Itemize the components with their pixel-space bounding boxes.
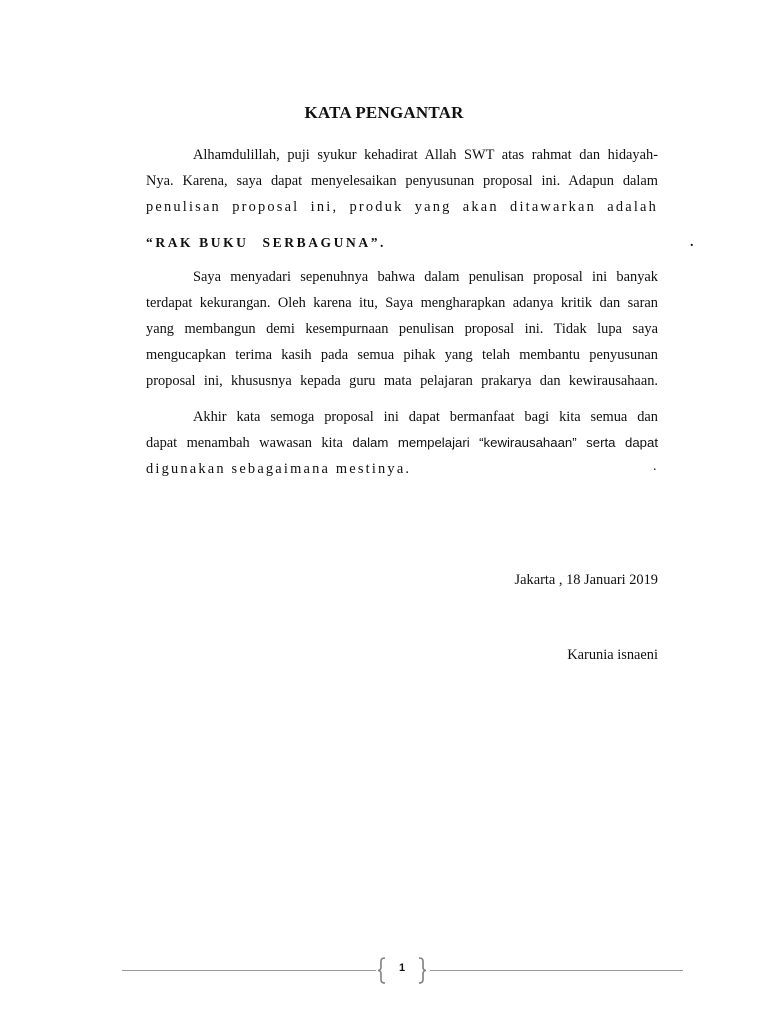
product-name-part-2: SERBAGUNA”. <box>262 235 387 250</box>
right-brace-icon <box>418 957 427 984</box>
footer-rule-left <box>122 970 376 971</box>
page-number: 1 <box>398 962 406 974</box>
product-name-part-1: “RAK BUKU <box>146 235 249 250</box>
paragraph-1-line-3: penulisan proposal ini, produk yang akan ditawarkan adalah <box>146 199 658 215</box>
author-name: Karunia isnaeni <box>567 647 658 663</box>
paragraph-3-line-1: Akhir kata semoga proposal ini dapat bermanfaat bagi kita semua dan <box>193 409 658 425</box>
place-date: Jakarta , 18 Januari 2019 <box>514 572 658 588</box>
paragraph-1-line-2: Nya. Karena, saya dapat menyelesaikan penyusunan proposal ini. Adapun dalam <box>146 173 658 189</box>
product-name <box>146 235 386 251</box>
paragraph-3-line-2 <box>146 434 658 452</box>
paragraph-2-line-2: terdapat kekurangan. Oleh karena itu, Saya mengharapkan adanya kritik dan saran <box>146 295 658 311</box>
paragraph-3-line-3: digunakan sebagaimana mestinya. <box>146 461 412 477</box>
paragraph-1-line-1: Alhamdulillah, puji syukur kehadirat Allah SWT atas rahmat dan hidayah- <box>193 147 658 163</box>
paragraph-2-line-4: mengucapkan terima kasih pada semua pihak yang telah membantu penyusunan <box>146 347 658 363</box>
footer-rule-right <box>430 970 683 971</box>
paragraph-2-line-3: yang membangun demi kesempurnaan penulisan proposal ini. Tidak lupa saya <box>146 321 658 337</box>
trailing-dot-2: . <box>653 459 657 474</box>
paragraph-2-line-5: proposal ini, khususnya kepada guru mata pelajaran prakarya dan kewirausahaan. <box>146 373 658 389</box>
paragraph-3-line-2b: dalam mempelajari “kewirausahaan” serta dapat <box>352 435 658 450</box>
paragraph-3-line-2a: dapat menambah wawasan kita <box>146 435 343 451</box>
left-brace-icon <box>377 957 386 984</box>
trailing-dot: . <box>690 235 694 250</box>
page-title: KATA PENGANTAR <box>304 103 464 122</box>
paragraph-2-line-1: Saya menyadari sepenuhnya bahwa dalam penulisan proposal ini banyak <box>193 269 658 285</box>
